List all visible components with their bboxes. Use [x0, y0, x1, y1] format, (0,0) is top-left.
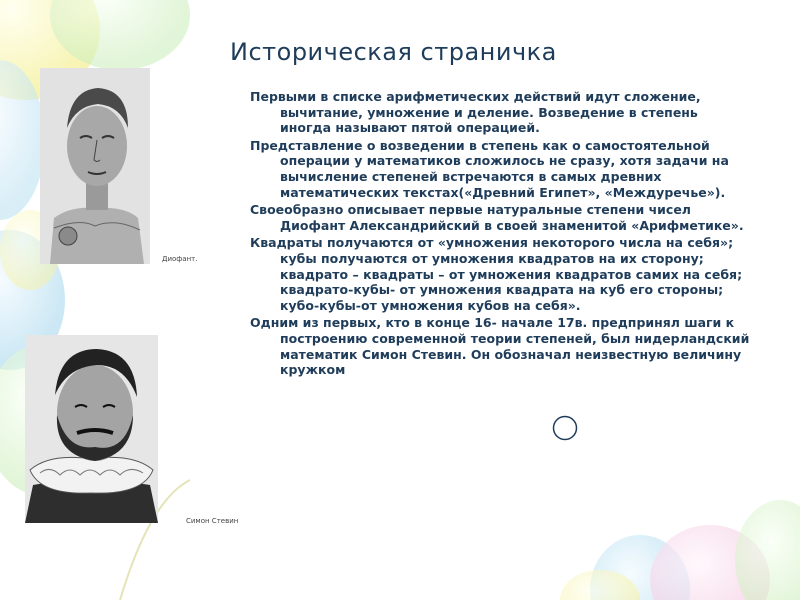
paragraph-5: Одним из первых, кто в конце 16- начале 17в. предпринял шаги к построению современной теории степеней, был нидерландский математик Симон Стевин. Он обозначал неизвестную величину кружком	[250, 315, 750, 378]
paragraph-3: Своеобразно описывает первые натуральные степени чисел Диофант Александрийский в своей знаменитой «Арифметике».	[250, 202, 744, 233]
page-title: Историческая страничка	[230, 38, 557, 66]
paragraph-1: Первыми в списке арифметических действий идут сложение, вычитание, умножение и деление. Возведение в степень иногда называют пятой операцией.	[250, 89, 701, 136]
paragraph-2: Представление о возведении в степень как о самостоятельной операции у математиков сложилось не сразу, хотя задачи на вычисление степеней встречаются в самых древних математических текстах(«Древний Египет», «Междуречье»).	[250, 137, 729, 200]
circle-symbol-icon	[551, 414, 579, 442]
diophantus-caption: Диофант.	[162, 255, 198, 263]
balloon-bottom-right	[560, 500, 800, 600]
diophantus-portrait	[40, 68, 150, 264]
stevin-portrait	[25, 335, 158, 523]
history-text	[250, 89, 750, 380]
stevin-caption: Симон Стевин	[186, 517, 239, 525]
paragraph-4: Квадраты получаются от «умножения некоторого числа на себя»; кубы получаются от умножения квадратов на их сторону; квадрато – квадраты – от умножения квадратов самих на себя; квадрато-кубы- от умножения квадрата на куб его стороны; кубо-кубы-от умножения кубов на себя».	[250, 235, 743, 313]
